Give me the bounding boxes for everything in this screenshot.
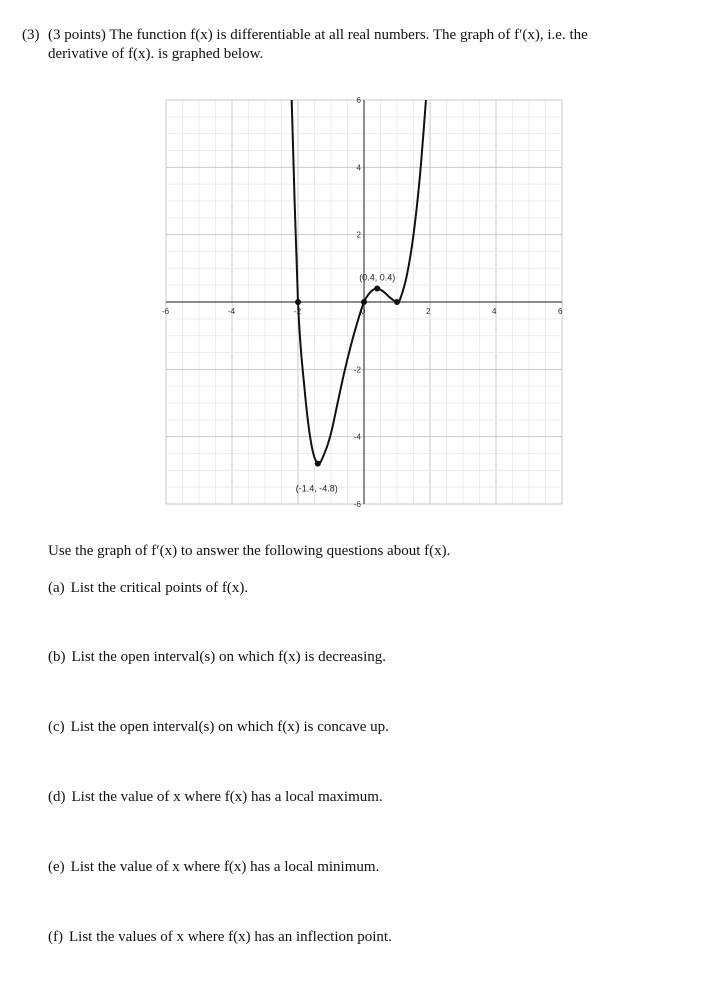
question-text: List the critical points of f(x). (70, 580, 249, 596)
x-tick-label: 2 (426, 307, 431, 316)
question-a (48, 580, 248, 597)
graph-svg (162, 96, 566, 508)
question-label: (e) (48, 859, 65, 875)
question-e (48, 859, 379, 876)
question-label: (c) (48, 719, 65, 735)
marked-point (315, 461, 321, 467)
problem-line-1 (22, 26, 682, 45)
x-tick-label: 0 (361, 307, 366, 316)
x-tick-label: -4 (228, 307, 236, 316)
problem-statement-line2: derivative of f(x). is graphed below. (48, 46, 264, 62)
marked-point (295, 299, 301, 305)
x-tick-label: -2 (294, 307, 302, 316)
y-tick-label: -4 (353, 432, 361, 442)
y-tick-label: -6 (353, 500, 361, 508)
y-tick-label: 2 (356, 230, 361, 240)
problem-header (22, 26, 682, 64)
question-label: (b) (48, 649, 66, 665)
point-annotation: (0.4, 0.4) (359, 272, 396, 283)
question-text: List the value of x where f(x) has a local maximum. (71, 789, 383, 805)
question-label: (f) (48, 929, 63, 945)
problem-statement-line1: (3 points) The function f(x) is differentiable at all real numbers. The graph of f′(x), i.e. the (48, 27, 588, 43)
point-annotation: (-1.4, -4.8) (295, 483, 338, 494)
instructions: Use the graph of f′(x) to answer the following questions about f(x). (48, 543, 451, 559)
y-tick-label: -2 (353, 365, 361, 375)
question-b (48, 649, 386, 666)
question-c (48, 719, 389, 736)
marked-point (374, 286, 380, 292)
question-f (48, 929, 392, 946)
marked-point (361, 299, 367, 305)
x-tick-label: 4 (492, 307, 497, 316)
question-d (48, 789, 383, 806)
question-text: List the open interval(s) on which f(x) is decreasing. (71, 649, 386, 665)
question-text: List the value of x where f(x) has a local minimum. (70, 859, 380, 875)
question-label: (d) (48, 789, 66, 805)
marked-point (394, 299, 400, 305)
x-tick-label: -6 (162, 307, 170, 316)
x-tick-label: 6 (558, 307, 563, 316)
question-text: List the open interval(s) on which f(x) is concave up. (70, 719, 389, 735)
question-label: (a) (48, 580, 65, 596)
question-text: List the values of x where f(x) has an inflection point. (69, 929, 392, 945)
y-tick-label: 6 (356, 96, 361, 105)
y-tick-label: 4 (356, 163, 361, 173)
derivative-graph (162, 96, 566, 508)
problem-number: (3) (22, 27, 40, 43)
